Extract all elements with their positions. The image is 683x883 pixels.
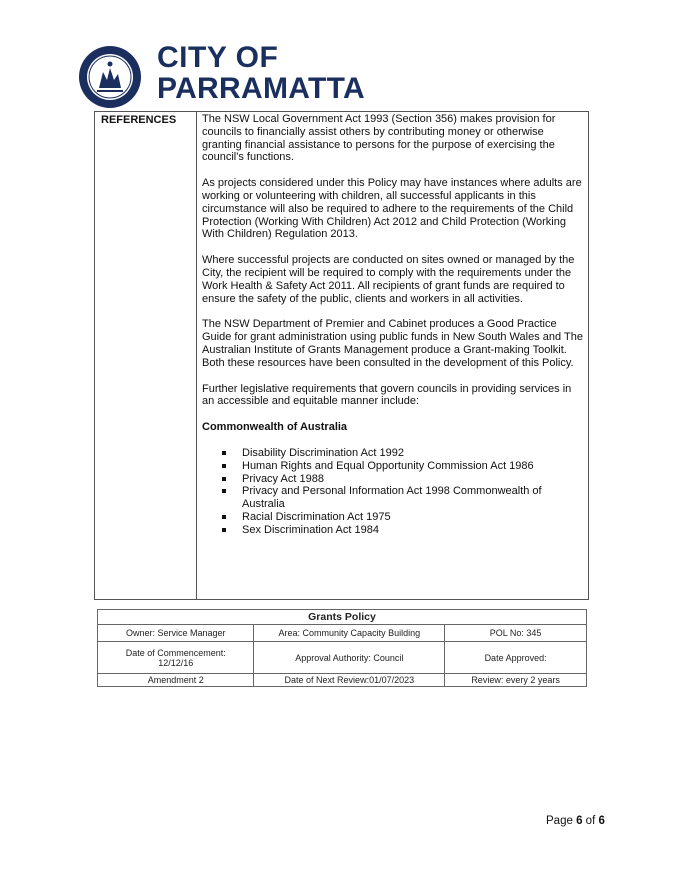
bullet-icon xyxy=(222,464,226,468)
paragraph-local-government-act: The NSW Local Government Act 1993 (Section 356) makes provision for councils to financially assist others by contributing money or otherwise granting financial assistance to persons for the purpose of exercising the council's functions. xyxy=(202,113,556,164)
bullet-icon xyxy=(222,451,226,455)
commonwealth-heading: Commonwealth of Australia xyxy=(202,421,348,434)
paragraph-legislative-requirements: Further legislative requirements that govern councils in providing services in an accessible and equitable manner include: xyxy=(202,382,572,408)
logo-line-1: CITY OF xyxy=(157,41,279,74)
column-divider xyxy=(196,112,197,599)
list-item: Human Rights and Equal Opportunity Commission Act 1986 xyxy=(242,460,584,473)
review-cycle-cell: Review: every 2 years xyxy=(445,674,587,687)
references-label: REFERENCES xyxy=(101,114,177,126)
next-review-cell: Date of Next Review:01/07/2023 xyxy=(254,674,445,687)
list-item: Privacy and Personal Information Act 1998 Commonwealth of Australia xyxy=(242,485,584,511)
owner-cell: Owner: Service Manager xyxy=(98,625,254,642)
approval-authority-cell: Approval Authority: Council xyxy=(254,642,445,674)
bullet-icon xyxy=(222,489,226,493)
commencement-label: Date of Commencement: xyxy=(125,647,226,658)
page-current: 6 xyxy=(576,815,583,827)
bullet-icon xyxy=(222,515,226,519)
paragraph-work-health-safety: Where successful projects are conducted on sites owned or managed by the City, the recipient will be required to comply with the requirements under the Work Health & Safety Act 2011. All recipients of grant funds are required to ensure the safety of the public, clients and workers in all activities. xyxy=(202,254,575,305)
policy-info-table xyxy=(97,609,587,687)
list-item: Racial Discrimination Act 1975 xyxy=(242,511,584,524)
pol-no-cell: POL No: 345 xyxy=(445,625,587,642)
amendment-cell: Amendment 2 xyxy=(98,674,254,687)
city-seal-icon xyxy=(77,44,143,110)
page-total: 6 xyxy=(598,815,605,827)
list-item: Sex Discrimination Act 1984 xyxy=(242,524,584,537)
area-cell: Area: Community Capacity Building xyxy=(254,625,445,642)
bullet-icon xyxy=(222,477,226,481)
commencement-cell xyxy=(98,642,254,674)
paragraph-child-protection: As projects considered under this Policy may have instances where adults are working or volunteering with children, all successful applicants in this circumstance will also be required to adhere to the requirements of the Child Protection (Working With Children) Act 2012 and Child Protection (Working With Children) Regulation 2013. xyxy=(202,177,582,241)
commencement-date: 12/12/16 xyxy=(158,657,194,668)
paragraph-good-practice-guide: The NSW Department of Premier and Cabinet produces a Good Practice Guide for grant administration using public funds in New South Wales and The Australian Institute of Grants Management produce a Grant-making Toolkit. Both these resources have been consulted in the development of this Policy. xyxy=(202,318,583,369)
policy-title: Grants Policy xyxy=(98,610,587,625)
page-number: Page 6 of 6 xyxy=(546,815,605,827)
list-item: Disability Discrimination Act 1992 xyxy=(242,447,584,460)
references-content xyxy=(202,113,584,537)
date-approved-cell: Date Approved: xyxy=(445,642,587,674)
city-logo xyxy=(77,43,377,113)
references-section xyxy=(94,111,589,600)
list-item: Privacy Act 1988 xyxy=(242,473,584,486)
acts-list xyxy=(202,447,584,537)
logo-line-2: PARRAMATTA xyxy=(157,72,365,105)
bullet-icon xyxy=(222,528,226,532)
